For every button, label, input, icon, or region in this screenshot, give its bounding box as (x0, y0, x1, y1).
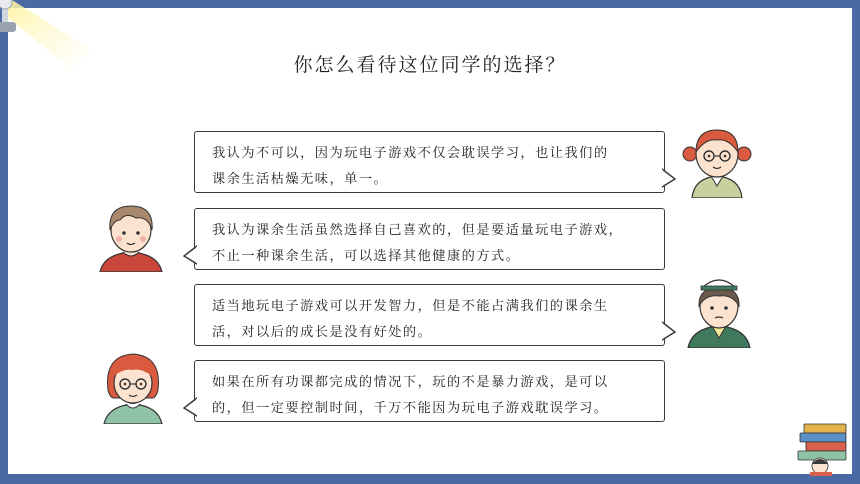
student-avatar-boy (96, 200, 166, 272)
opinion-3-line-2: 活，对以后的成长是没有好处的。 (212, 325, 433, 340)
student-avatar-hat (684, 272, 754, 348)
opinion-1-line-2: 课余生活枯燥无味，单一。 (212, 172, 389, 187)
bubble-tail-icon (662, 167, 676, 189)
opinion-bubble-4 (194, 360, 665, 422)
student-avatar-girl-bob (98, 350, 168, 424)
opinion-bubble-1 (194, 131, 665, 193)
opinion-2-line-1: 我认为课余生活虽然选择自己喜欢的，但是要适量玩电子游戏， (212, 223, 624, 238)
opinion-4-line-2: 的，但一定要控制时间，千万不能因为玩电子游戏耽误学习。 (212, 401, 609, 416)
student-avatar-girl-glasses (682, 124, 752, 198)
opinion-bubble-3 (194, 284, 665, 346)
page-title: 你怎么看待这位同学的选择？ (293, 54, 567, 76)
bubble-tail-icon (183, 396, 197, 418)
opinion-bubble-2 (194, 208, 665, 270)
opinion-4-line-1: 如果在所有功课都完成的情况下，玩的不是暴力游戏，是可以 (212, 375, 609, 390)
bubble-tail-icon (183, 244, 197, 266)
opinion-1-line-1: 我认为不可以，因为玩电子游戏不仅会耽误学习，也让我们的 (212, 146, 609, 161)
opinion-2-line-2: 不止一种课余生活，可以选择其他健康的方式。 (212, 249, 521, 264)
bubble-tail-icon (662, 320, 676, 342)
opinion-3-line-1: 适当地玩电子游戏可以开发智力，但是不能占满我们的课余生 (212, 299, 609, 314)
books-stack-icon (796, 420, 854, 476)
